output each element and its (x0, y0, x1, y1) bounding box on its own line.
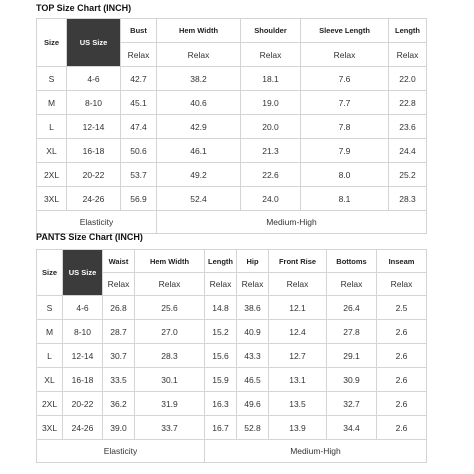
column-header: Sleeve Length (301, 19, 389, 43)
fit-cell: Relax (241, 43, 301, 67)
pants-table-body (37, 296, 427, 440)
table-row (37, 392, 427, 416)
measurement-cell: 2.6 (377, 368, 427, 392)
measurement-cell: 12.4 (269, 320, 327, 344)
measurement-cell: 7.9 (301, 139, 389, 163)
us-size-cell: 16-18 (63, 368, 103, 392)
measurement-cell: 7.6 (301, 67, 389, 91)
us-size-cell: 24-26 (63, 416, 103, 440)
table-row (37, 187, 427, 211)
column-header: Hem Width (135, 250, 205, 273)
table-row (37, 139, 427, 163)
us-size-cell: 24-26 (67, 187, 121, 211)
top-size-table (36, 18, 427, 234)
fit-cell: Relax (103, 273, 135, 296)
us-size-cell: 16-18 (67, 139, 121, 163)
measurement-cell: 31.9 (135, 392, 205, 416)
measurement-cell: 26.4 (327, 296, 377, 320)
fit-cell: Relax (389, 43, 427, 67)
measurement-cell: 29.1 (327, 344, 377, 368)
column-header: Hip (237, 250, 269, 273)
us-size-cell: 12-14 (63, 344, 103, 368)
measurement-cell: 30.1 (135, 368, 205, 392)
measurement-cell: 28.7 (103, 320, 135, 344)
table-row (37, 368, 427, 392)
measurement-cell: 15.6 (205, 344, 237, 368)
measurement-cell: 43.3 (237, 344, 269, 368)
size-cell: 2XL (37, 163, 67, 187)
measurement-cell: 39.0 (103, 416, 135, 440)
fit-cell: Relax (205, 273, 237, 296)
column-header: Inseam (377, 250, 427, 273)
fit-cell: Relax (327, 273, 377, 296)
measurement-cell: 46.5 (237, 368, 269, 392)
column-header: Bust (121, 19, 157, 43)
column-header: Length (389, 19, 427, 43)
measurement-cell: 23.6 (389, 115, 427, 139)
size-cell: S (37, 296, 63, 320)
size-header: Size (37, 250, 63, 296)
measurement-cell: 22.8 (389, 91, 427, 115)
fit-cell: Relax (237, 273, 269, 296)
measurement-cell: 25.6 (135, 296, 205, 320)
measurement-cell: 7.7 (301, 91, 389, 115)
column-header: Front Rise (269, 250, 327, 273)
measurement-cell: 22.6 (241, 163, 301, 187)
size-cell: L (37, 344, 63, 368)
measurement-cell: 8.0 (301, 163, 389, 187)
measurement-cell: 24.0 (241, 187, 301, 211)
measurement-cell: 56.9 (121, 187, 157, 211)
pants-chart-title: PANTS Size Chart (INCH) (36, 232, 143, 242)
size-cell: L (37, 115, 67, 139)
measurement-cell: 30.9 (327, 368, 377, 392)
measurement-cell: 36.2 (103, 392, 135, 416)
elasticity-label: Elasticity (37, 440, 205, 463)
column-header: Hem Width (157, 19, 241, 43)
fit-cell: Relax (121, 43, 157, 67)
measurement-cell: 26.8 (103, 296, 135, 320)
measurement-cell: 42.7 (121, 67, 157, 91)
measurement-cell: 13.9 (269, 416, 327, 440)
measurement-cell: 8.1 (301, 187, 389, 211)
size-cell: S (37, 67, 67, 91)
measurement-cell: 47.4 (121, 115, 157, 139)
measurement-cell: 52.8 (237, 416, 269, 440)
size-cell: M (37, 320, 63, 344)
measurement-cell: 45.1 (121, 91, 157, 115)
fit-cell: Relax (269, 273, 327, 296)
measurement-cell: 2.6 (377, 320, 427, 344)
fit-cell: Relax (377, 273, 427, 296)
size-cell: M (37, 91, 67, 115)
measurement-cell: 21.3 (241, 139, 301, 163)
measurement-cell: 16.3 (205, 392, 237, 416)
measurement-cell: 22.0 (389, 67, 427, 91)
size-cell: 3XL (37, 187, 67, 211)
table-row (37, 67, 427, 91)
table-row (37, 320, 427, 344)
us-size-cell: 8-10 (67, 91, 121, 115)
measurement-cell: 18.1 (241, 67, 301, 91)
measurement-cell: 24.4 (389, 139, 427, 163)
measurement-cell: 20.0 (241, 115, 301, 139)
us-size-cell: 12-14 (67, 115, 121, 139)
measurement-cell: 2.5 (377, 296, 427, 320)
measurement-cell: 49.6 (237, 392, 269, 416)
measurement-cell: 38.6 (237, 296, 269, 320)
measurement-cell: 52.4 (157, 187, 241, 211)
measurement-cell: 38.2 (157, 67, 241, 91)
measurement-cell: 53.7 (121, 163, 157, 187)
table-row (37, 344, 427, 368)
fit-cell: Relax (135, 273, 205, 296)
pants-size-table (36, 249, 427, 463)
measurement-cell: 32.7 (327, 392, 377, 416)
column-header: Waist (103, 250, 135, 273)
measurement-cell: 50.6 (121, 139, 157, 163)
size-cell: XL (37, 139, 67, 163)
size-cell: XL (37, 368, 63, 392)
measurement-cell: 30.7 (103, 344, 135, 368)
size-cell: 3XL (37, 416, 63, 440)
measurement-cell: 14.8 (205, 296, 237, 320)
column-header: Bottoms (327, 250, 377, 273)
top-table-body (37, 67, 427, 211)
column-header: Length (205, 250, 237, 273)
measurement-cell: 15.2 (205, 320, 237, 344)
measurement-cell: 7.8 (301, 115, 389, 139)
us-size-cell: 8-10 (63, 320, 103, 344)
measurement-cell: 40.9 (237, 320, 269, 344)
table-row (37, 296, 427, 320)
size-cell: 2XL (37, 392, 63, 416)
measurement-cell: 40.6 (157, 91, 241, 115)
column-header: Shoulder (241, 19, 301, 43)
size-header: Size (37, 19, 67, 67)
top-chart-title: TOP Size Chart (INCH) (36, 3, 132, 13)
measurement-cell: 27.0 (135, 320, 205, 344)
measurement-cell: 12.1 (269, 296, 327, 320)
measurement-cell: 27.8 (327, 320, 377, 344)
measurement-cell: 28.3 (135, 344, 205, 368)
us-size-header: US Size (67, 19, 121, 67)
measurement-cell: 13.5 (269, 392, 327, 416)
measurement-cell: 33.5 (103, 368, 135, 392)
table-row (37, 416, 427, 440)
elasticity-value: Medium-High (157, 211, 427, 234)
measurement-cell: 33.7 (135, 416, 205, 440)
measurement-cell: 2.6 (377, 416, 427, 440)
measurement-cell: 28.3 (389, 187, 427, 211)
us-size-header: US Size (63, 250, 103, 296)
measurement-cell: 2.6 (377, 392, 427, 416)
us-size-cell: 4-6 (63, 296, 103, 320)
fit-cell: Relax (157, 43, 241, 67)
table-row (37, 163, 427, 187)
us-size-cell: 4-6 (67, 67, 121, 91)
measurement-cell: 13.1 (269, 368, 327, 392)
measurement-cell: 16.7 (205, 416, 237, 440)
measurement-cell: 15.9 (205, 368, 237, 392)
measurement-cell: 2.6 (377, 344, 427, 368)
measurement-cell: 46.1 (157, 139, 241, 163)
fit-cell: Relax (301, 43, 389, 67)
measurement-cell: 25.2 (389, 163, 427, 187)
measurement-cell: 12.7 (269, 344, 327, 368)
elasticity-value: Medium-High (205, 440, 427, 463)
us-size-cell: 20-22 (63, 392, 103, 416)
table-row (37, 91, 427, 115)
elasticity-label: Elasticity (37, 211, 157, 234)
measurement-cell: 49.2 (157, 163, 241, 187)
us-size-cell: 20-22 (67, 163, 121, 187)
table-row (37, 115, 427, 139)
measurement-cell: 42.9 (157, 115, 241, 139)
measurement-cell: 19.0 (241, 91, 301, 115)
measurement-cell: 34.4 (327, 416, 377, 440)
